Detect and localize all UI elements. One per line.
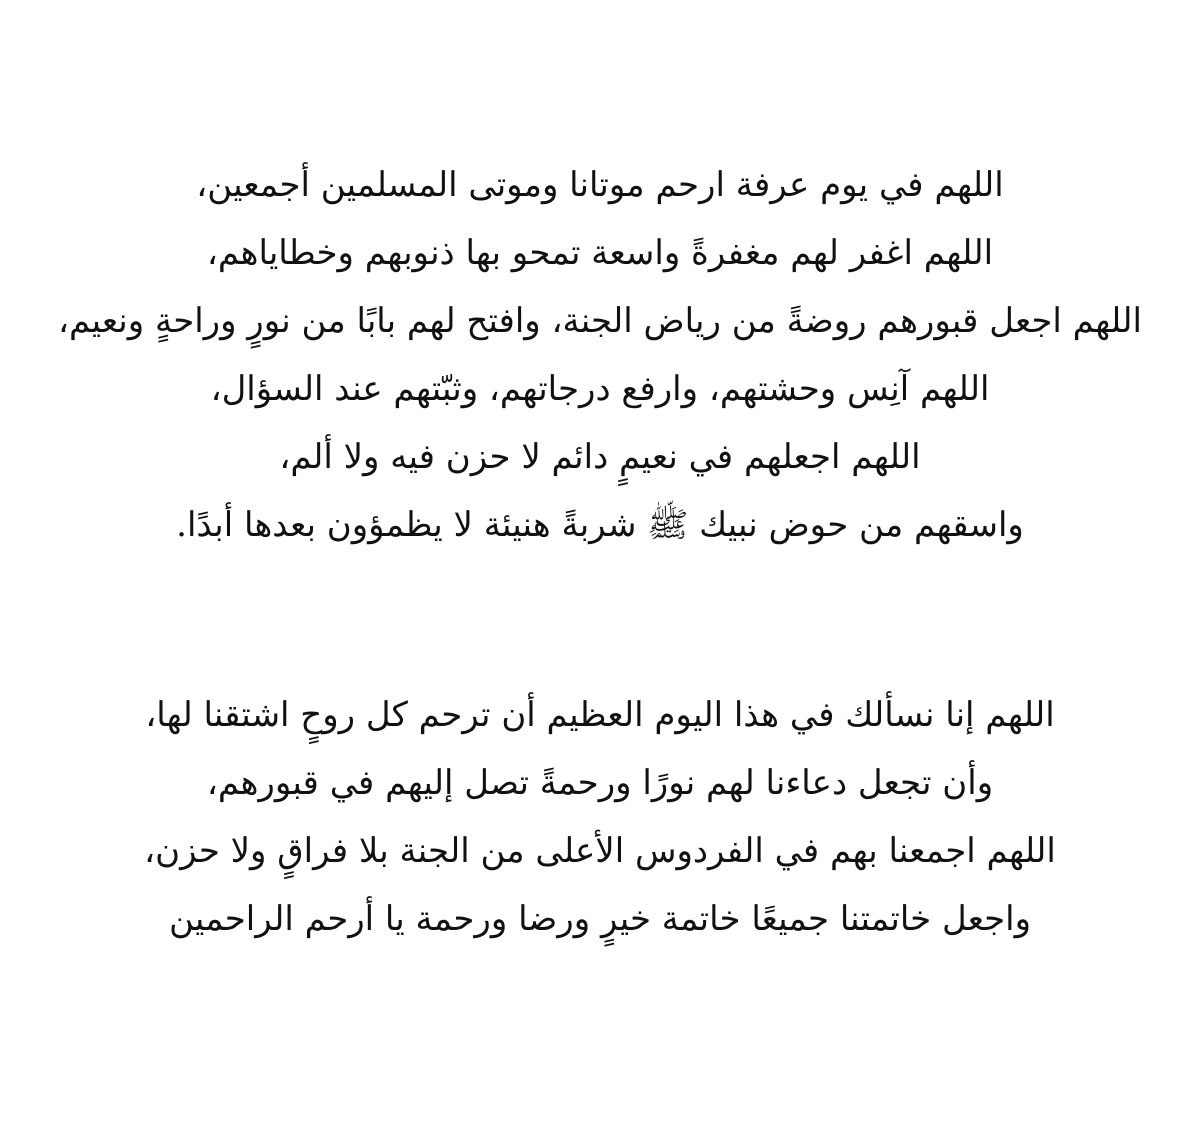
prayer-line: اللهم اغفر لهم مغفرةً واسعة تمحو بها ذنوبهم وخطاياهم، [206, 233, 994, 273]
prayer-line: اللهم اجعل قبورهم روضةً من رياض الجنة، وافتح لهم بابًا من نورٍ وراحةٍ ونعيم، [58, 301, 1142, 341]
prayer-line: واسقهم من حوض نبيك ﷺ شربةً هنيئة لا يظمؤون بعدها أبدًا. [176, 505, 1024, 545]
prayer-line: اللهم اجعلهم في نعيمٍ دائم لا حزن فيه ولا ألم، [279, 437, 921, 477]
prayer-stanza-2 [0, 688, 1200, 960]
prayer-line: وأن تجعل دعاءنا لهم نورًا ورحمةً تصل إليهم في قبورهم، [206, 763, 994, 803]
prayer-line: اللهم إنا نسألك في هذا اليوم العظيم أن ترحم كل روحٍ اشتقنا لها، [145, 695, 1055, 735]
prayer-line: اللهم اجمعنا بهم في الفردوس الأعلى من الجنة بلا فراقٍ ولا حزن، [144, 831, 1056, 871]
prayer-line: اللهم آنِس وحشتهم، وارفع درجاتهم، وثبّتهم عند السؤال، [210, 369, 990, 409]
prayer-line: اللهم في يوم عرفة ارحم موتانا وموتى المسلمين أجمعين، [196, 165, 1004, 205]
prayer-line: واجعل خاتمتنا جميعًا خاتمة خيرٍ ورضا ورحمة يا أرحم الراحمين [168, 899, 1032, 939]
prayer-stanza-1 [0, 158, 1200, 566]
